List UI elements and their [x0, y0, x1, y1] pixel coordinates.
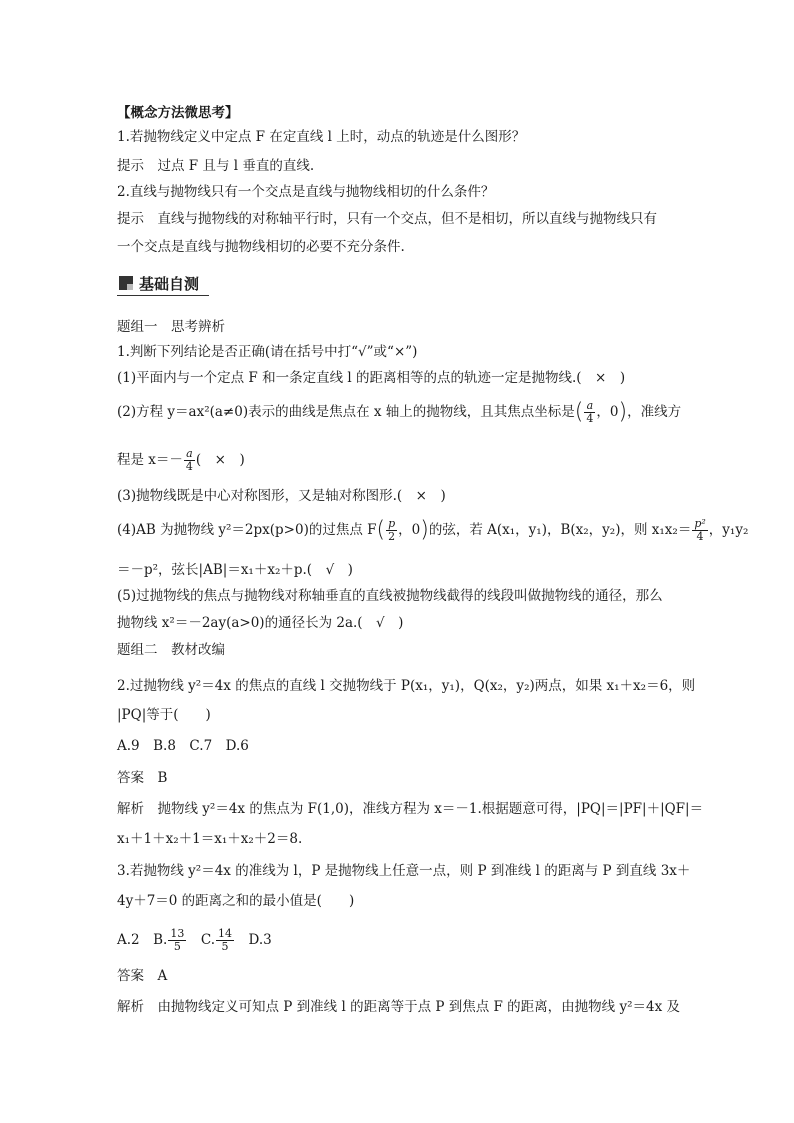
section-square-icon [119, 276, 133, 290]
question-2-explanation-line2: x₁＋1＋x₂＋1＝x₁＋x₂＋2＝8. [117, 831, 303, 847]
statement-2: (2)方程 y＝ax²(a≠0)表示的曲线是焦点在 x 轴上的抛物线，且其焦点坐标是( $\frac{a}{4}$ ，0)，准线方 [117, 399, 682, 425]
section-heading [117, 270, 209, 296]
concept-question-2: 2.直线与抛物线只有一个交点是直线与抛物线相切的什么条件？ [117, 184, 495, 200]
section-title: 基础自测 [139, 275, 200, 293]
question-3-answer: 答案 A [117, 968, 168, 984]
question-3-options: A.2 B. $\frac{13}{5}$ C. $\frac{14}{5}$ D.3 [117, 927, 272, 953]
section-underline [117, 295, 209, 296]
question-3-line2: 4y＋7＝0 的距离之和的最小值是( ) [117, 893, 355, 909]
statement-1: (1)平面内与一个定点 F 和一条定直线 l 的距离相等的点的轨迹一定是抛物线.( × ) [117, 370, 626, 386]
fraction-p2-over-4: $\frac{\text{p²}}{4}$ [694, 517, 706, 543]
question-2-explanation-line1: 解析 抛物线 y²＝4x 的焦点为 F(1,0)，准线方程为 x＝－1.根据题意可得，|PQ|＝|PF|＋|QF|＝ [117, 801, 704, 817]
statement-5-line1: (5)过抛物线的焦点与抛物线对称轴垂直的直线被抛物线截得的线段叫做抛物线的通径，那么 [117, 588, 663, 604]
question-2-options: A.9 B.8 C.7 D.6 [117, 738, 249, 754]
statement-5-line2: 抛物线 x²＝－2ay(a>0)的通径长为 2a.( √ ) [117, 615, 404, 631]
group2-label: 题组二 教材改编 [117, 642, 225, 658]
statement-4: (4)AB 为抛物线 y²＝2px(p>0)的过焦点 F( $\frac{p}{2}$ ，0)的弦，若 A(x₁，y₁)，B(x₂，y₂)，则 x₁x₂＝ $\frac{\text{p²}}{4}$ ，y₁y₂ [117, 517, 749, 543]
statement-4-continued: ＝－p²，弦长|AB|＝x₁＋x₂＋p.( √ ) [117, 562, 353, 578]
question-3-line1: 3.若抛物线 y²＝4x 的准线为 l，P 是抛物线上任意一点，则 P 到准线 l 的距离与 P 到直线 3x＋ [117, 863, 691, 879]
fraction-13-over-5: $\frac{13}{5}$ [170, 927, 185, 953]
fraction-a-over-4-directrix: $\frac{a}{4}$ [185, 447, 193, 473]
statement-2-pre: (2)方程 y＝ax²(a≠0)表示的曲线是焦点在 x 轴上的抛物线，且其焦点坐标是 [117, 404, 575, 420]
fraction-a-over-4: $\frac{a}{4}$ [586, 399, 594, 425]
statement-2-post: ，准线方 [627, 404, 682, 420]
concept-question-1: 1.若抛物线定义中定点 F 在定直线 l 上时，动点的轨迹是什么图形？ [117, 129, 526, 145]
fraction-14-over-5: $\frac{14}{5}$ [217, 927, 232, 953]
concept-heading: 【概念方法微思考】 [117, 105, 239, 121]
statement-3: (3)抛物线既是中心对称图形，又是轴对称图形.( × ) [117, 488, 446, 504]
concept-answer-2-line2: 一个交点是直线与抛物线相切的必要不充分条件. [117, 239, 405, 255]
statement-2-continued: 程是 x＝－ $\frac{a}{4}$ ( × ) [117, 447, 245, 473]
question-2-line1: 2.过抛物线 y²＝4x 的焦点的直线 l 交抛物线于 P(x₁，y₁)，Q(x₂，y₂)两点，如果 x₁＋x₂＝6，则 [117, 678, 696, 694]
group1-label: 题组一 思考辨析 [117, 319, 225, 335]
question-2-answer: 答案 B [117, 770, 168, 786]
fraction-p-over-2: $\frac{p}{2}$ [388, 517, 396, 543]
question-3-explanation-line1: 解析 由抛物线定义可知点 P 到准线 l 的距离等于点 P 到焦点 F 的距离，由抛物线 y²＝4x 及 [117, 999, 681, 1015]
concept-answer-1: 提示 过点 F 且与 l 垂直的直线. [117, 158, 315, 174]
question-2-line2: |PQ|等于( ) [117, 707, 211, 723]
concept-answer-2-line1: 提示 直线与抛物线的对称轴平行时，只有一个交点，但不是相切，所以直线与抛物线只有 [117, 211, 657, 227]
question-1-intro: 1.判断下列结论是否正确(请在括号中打“√”或“×”) [117, 344, 418, 360]
